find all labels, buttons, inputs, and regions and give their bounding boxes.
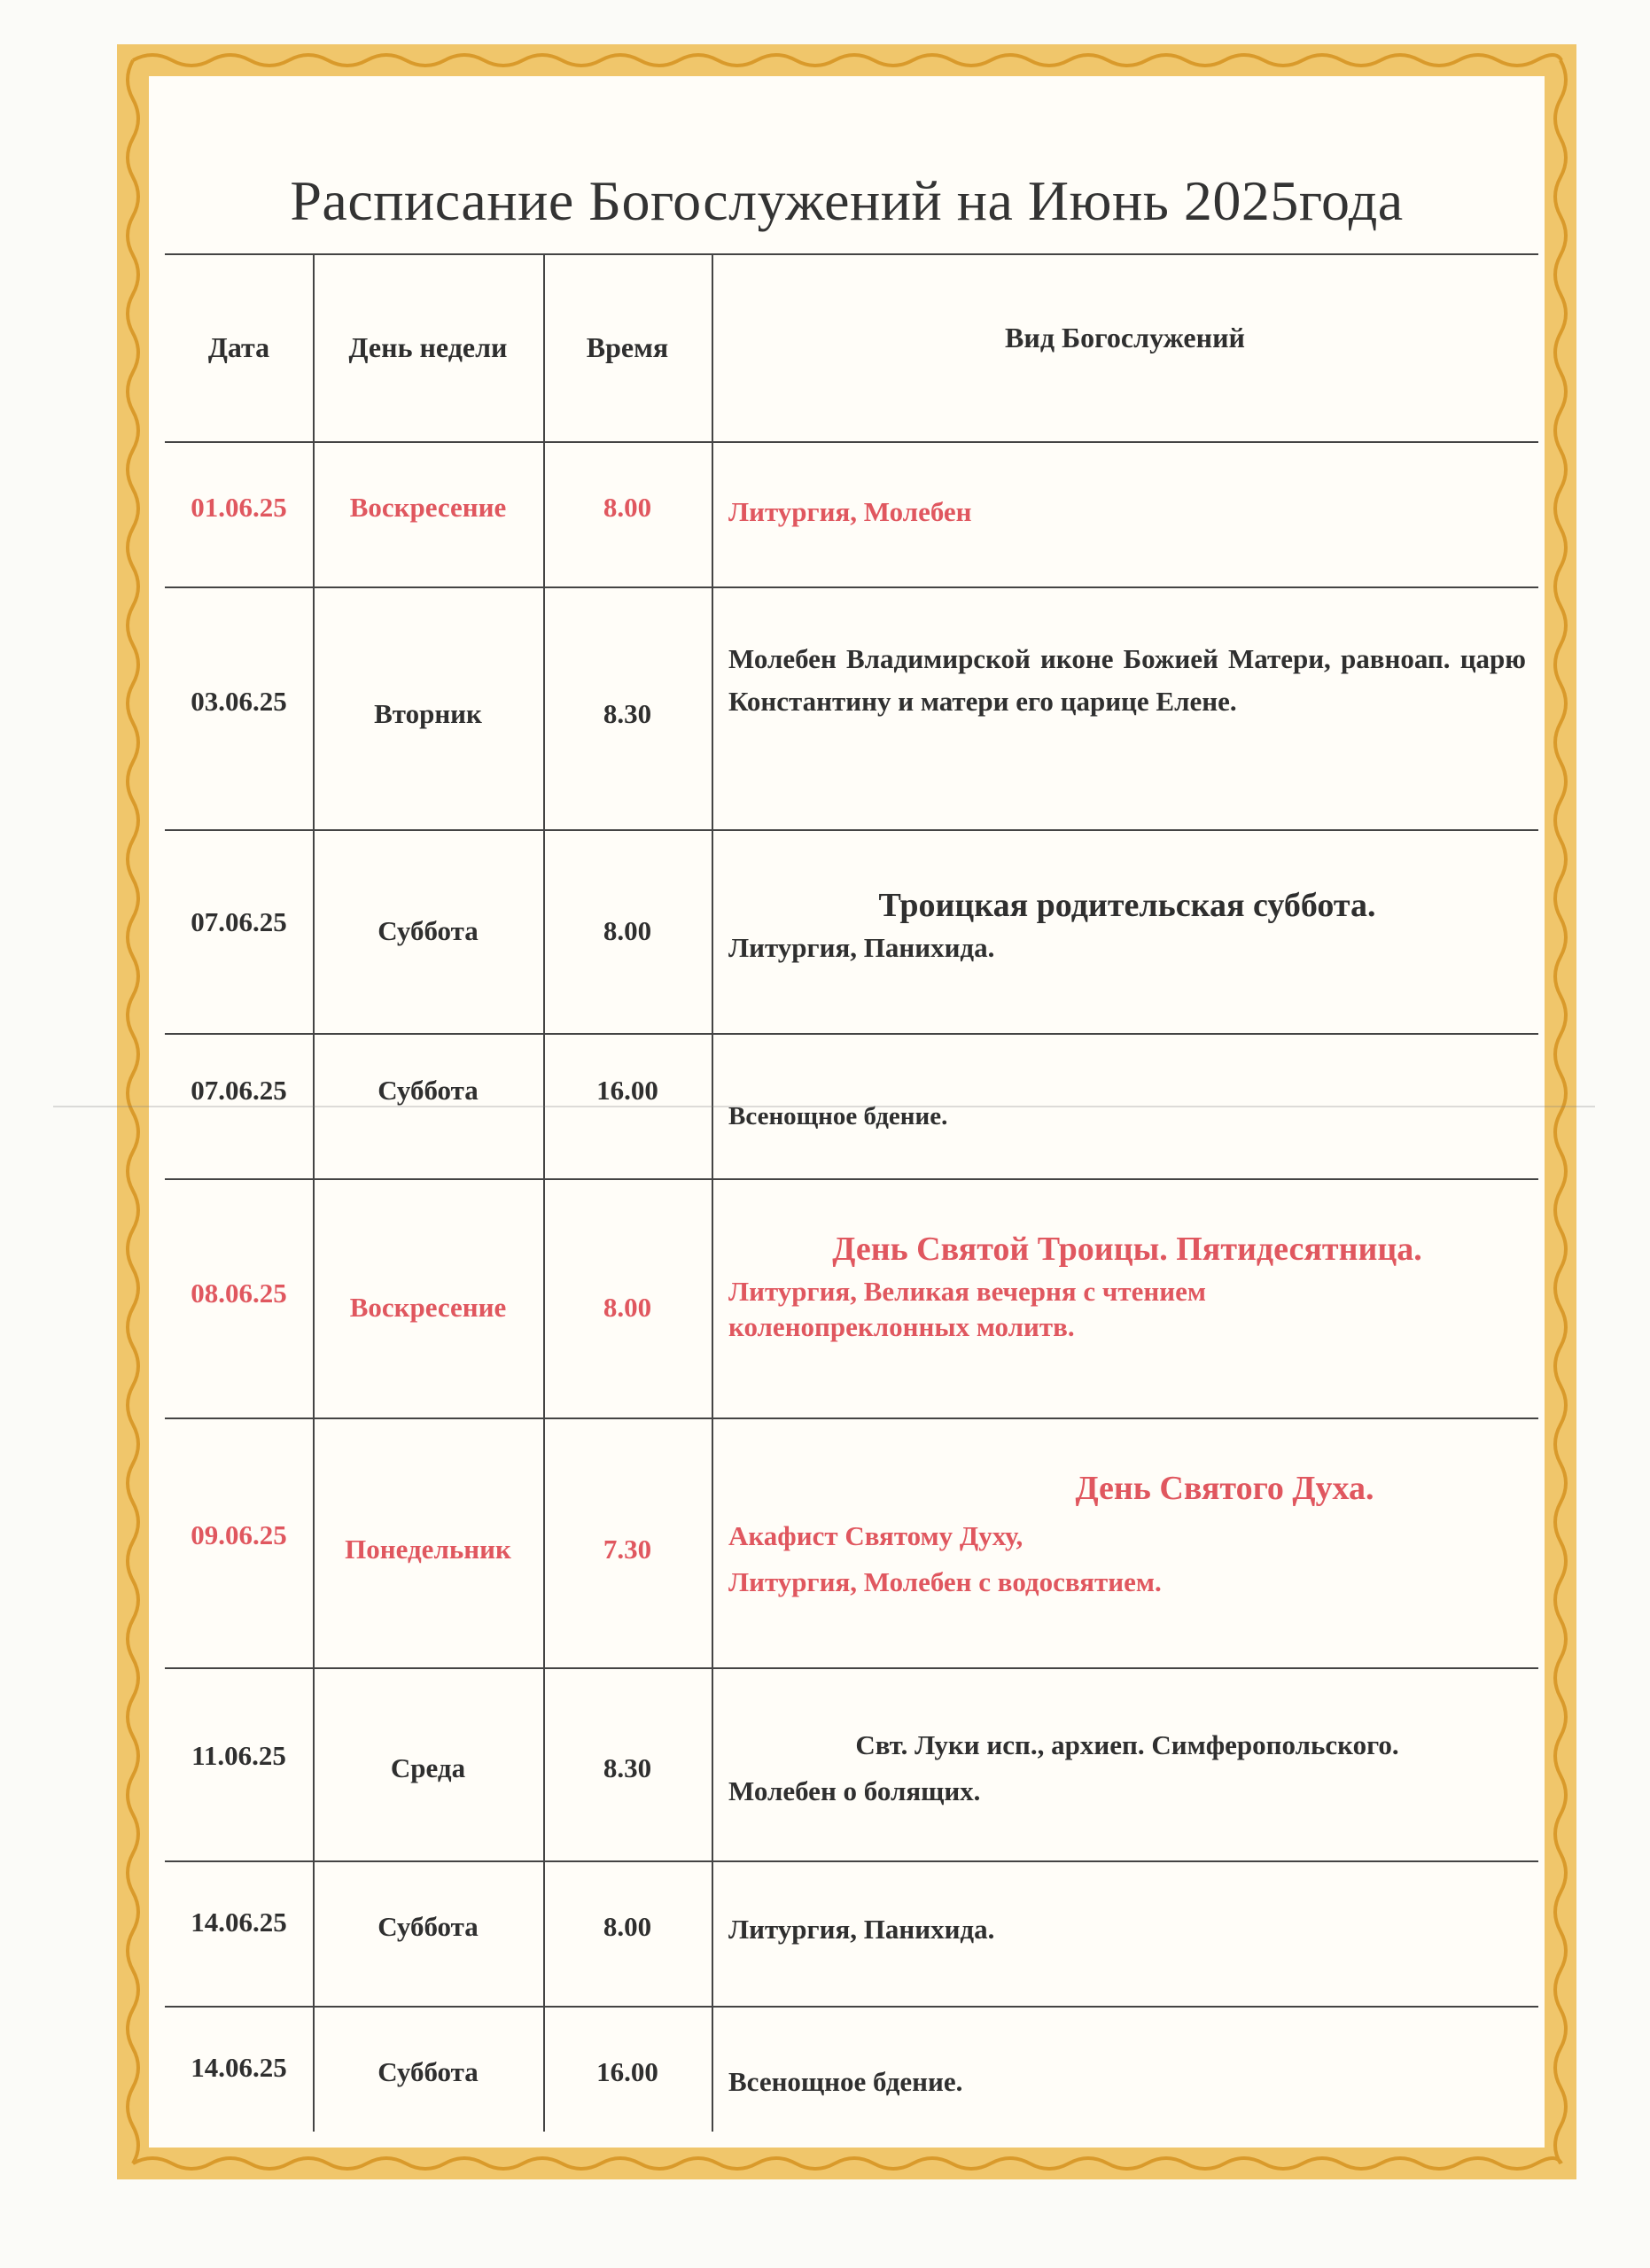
- row-time: 8.00: [603, 915, 652, 946]
- paper-fold-line: [53, 1106, 1595, 1107]
- service-line: Литургия, Панихида.: [728, 932, 995, 963]
- row-date: 01.06.25: [191, 492, 287, 523]
- service-line: коленопреклонных молитв.: [728, 1311, 1075, 1342]
- service-line: Всенощное бдение.: [728, 1102, 948, 1130]
- table-rule: [165, 1667, 1538, 1669]
- header-service: Вид Богослужений: [1005, 321, 1245, 353]
- row-time: 8.30: [603, 698, 652, 729]
- feast-title: День Святой Троицы. Пятидесятница.: [832, 1231, 1422, 1268]
- row-time: 8.00: [603, 1911, 652, 1942]
- row-date: 08.06.25: [191, 1278, 287, 1309]
- service-line: Литургия, Великая вечерня с чтением: [728, 1276, 1207, 1307]
- service-line: Молебен Владимирской иконе Божией Матери, равноап. царю Константину и матери его царице Елене.: [728, 643, 1526, 717]
- row-date: 14.06.25: [191, 2052, 287, 2083]
- service-line: Литургия, Панихида.: [728, 1914, 995, 1945]
- feast-title: Троицкая родительская суббота.: [878, 887, 1376, 924]
- service-line: Молебен о болящих.: [728, 1775, 981, 1806]
- feast-title: День Святого Духа.: [1075, 1470, 1374, 1507]
- service-line: Литургия, Молебен с водосвятием.: [728, 1566, 1162, 1597]
- table-rule: [165, 1178, 1538, 1180]
- row-weekday: Суббота: [377, 1911, 479, 1942]
- page-title: Расписание Богослужений на Июнь 2025года: [290, 169, 1404, 232]
- row-date: 03.06.25: [191, 686, 287, 717]
- row-weekday: Воскресение: [349, 492, 507, 523]
- row-service: [728, 491, 1526, 533]
- schedule-table: [165, 253, 1538, 2132]
- row-weekday: Суббота: [377, 1075, 479, 1106]
- row-service: [728, 1228, 1526, 1348]
- service-line: Литургия, Молебен: [728, 496, 972, 527]
- table-rule: [165, 829, 1538, 831]
- table-rule: [712, 253, 713, 2132]
- row-date: 09.06.25: [191, 1518, 287, 1550]
- row-service: [728, 2061, 1526, 2103]
- row-time: 8.00: [603, 1292, 652, 1323]
- row-date: 14.06.25: [191, 1907, 287, 1938]
- row-time: 8.30: [603, 1752, 652, 1783]
- service-line: Акафист Святому Духу,: [728, 1520, 1023, 1551]
- row-weekday: Воскресение: [349, 1292, 507, 1323]
- service-line: Всенощное бдение.: [728, 2066, 963, 2097]
- row-weekday: Суббота: [377, 915, 479, 946]
- row-service: [728, 884, 1526, 969]
- row-weekday: Понедельник: [345, 1533, 511, 1565]
- row-time: 7.30: [603, 1533, 652, 1565]
- header-date: Дата: [207, 330, 270, 363]
- row-date: 11.06.25: [191, 1740, 286, 1771]
- row-weekday: Суббота: [377, 2056, 479, 2087]
- row-time: 16.00: [596, 1075, 658, 1106]
- table-rule: [165, 586, 1538, 588]
- header-weekday: День недели: [348, 330, 508, 363]
- row-service: [728, 1724, 1526, 1813]
- schedule-sheet: [149, 76, 1545, 2148]
- row-service: [728, 1908, 1526, 1951]
- row-date: 07.06.25: [191, 1075, 287, 1106]
- row-weekday: Вторник: [374, 698, 482, 729]
- feast-title: Свт. Луки исп., архиеп. Симферопольского.: [855, 1729, 1399, 1760]
- row-service: [728, 638, 1526, 723]
- row-date: 07.06.25: [191, 906, 287, 937]
- header-time: Время: [586, 330, 669, 363]
- row-time: 16.00: [596, 2056, 658, 2087]
- row-weekday: Среда: [390, 1752, 466, 1783]
- row-service: [728, 1095, 1526, 1138]
- row-service: [728, 1467, 1526, 1604]
- row-time: 8.00: [603, 492, 652, 523]
